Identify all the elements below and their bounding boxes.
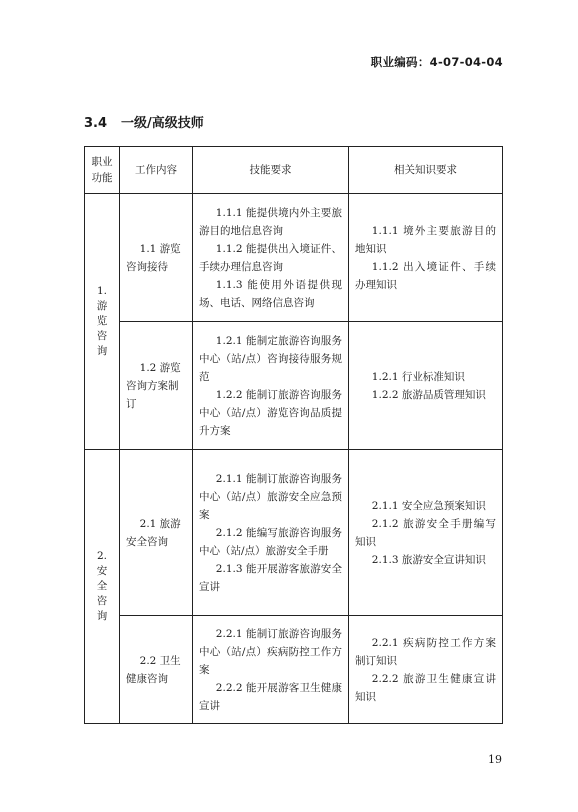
knowledge-cell: 2.1.1 安全应急预案知识 2.1.2 旅游安全手册编写知识 2.1.3 旅游安全宣讲知识 (349, 450, 503, 616)
content-cell: 2.1 旅游安全咨询 (120, 450, 193, 616)
table-header-row (85, 147, 503, 194)
skills-cell: 1.1.1 能提供境内外主要旅游目的地信息咨询 1.1.2 能提供出入境证件、手续办理信息咨询 1.1.3 能使用外语提供现场、电话、网络信息咨询 (193, 194, 349, 322)
header-content: 工作内容 (120, 147, 193, 194)
page-number: 19 (488, 753, 502, 766)
function-cell: 1. 游览咨询 (85, 194, 120, 450)
section-title: 一级/高级技师 (121, 116, 204, 131)
skills-cell: 1.2.1 能制定旅游咨询服务中心（站/点）咨询接待服务规范 1.2.2 能制订旅游咨询服务中心（站/点）游览咨询品质提升方案 (193, 322, 349, 450)
occupation-code: 职业编码：4-07-04-04 (370, 55, 503, 69)
section-heading (84, 112, 204, 131)
function-cell: 2. 安全咨询 (85, 450, 120, 724)
header-knowledge: 相关知识要求 (349, 147, 503, 194)
table-row (85, 322, 503, 450)
table-row (85, 616, 503, 724)
table-row (85, 450, 503, 616)
header-skills: 技能要求 (193, 147, 349, 194)
table-row (85, 194, 503, 322)
content-cell: 1.1 游览咨询接待 (120, 194, 193, 322)
content-cell: 2.2 卫生健康咨询 (120, 616, 193, 724)
header-function: 职业功能 (85, 147, 120, 194)
skills-cell: 2.1.1 能制订旅游咨询服务中心（站/点）旅游安全应急预案 2.1.2 能编写旅游咨询服务中心（站/点）旅游安全手册 2.1.3 能开展游客旅游安全宣讲 (193, 450, 349, 616)
knowledge-cell: 1.1.1 境外主要旅游目的地知识 1.1.2 出入境证件、手续办理知识 (349, 194, 503, 322)
knowledge-cell: 2.2.1 疾病防控工作方案制订知识 2.2.2 旅游卫生健康宣讲知识 (349, 616, 503, 724)
skills-cell: 2.2.1 能制订旅游咨询服务中心（站/点）疾病防控工作方案 2.2.2 能开展游客卫生健康宣讲 (193, 616, 349, 724)
knowledge-cell: 1.2.1 行业标准知识 1.2.2 旅游品质管理知识 (349, 322, 503, 450)
skills-table (84, 146, 503, 724)
section-number: 3.4 (84, 116, 108, 131)
content-cell: 1.2 游览咨询方案制订 (120, 322, 193, 450)
